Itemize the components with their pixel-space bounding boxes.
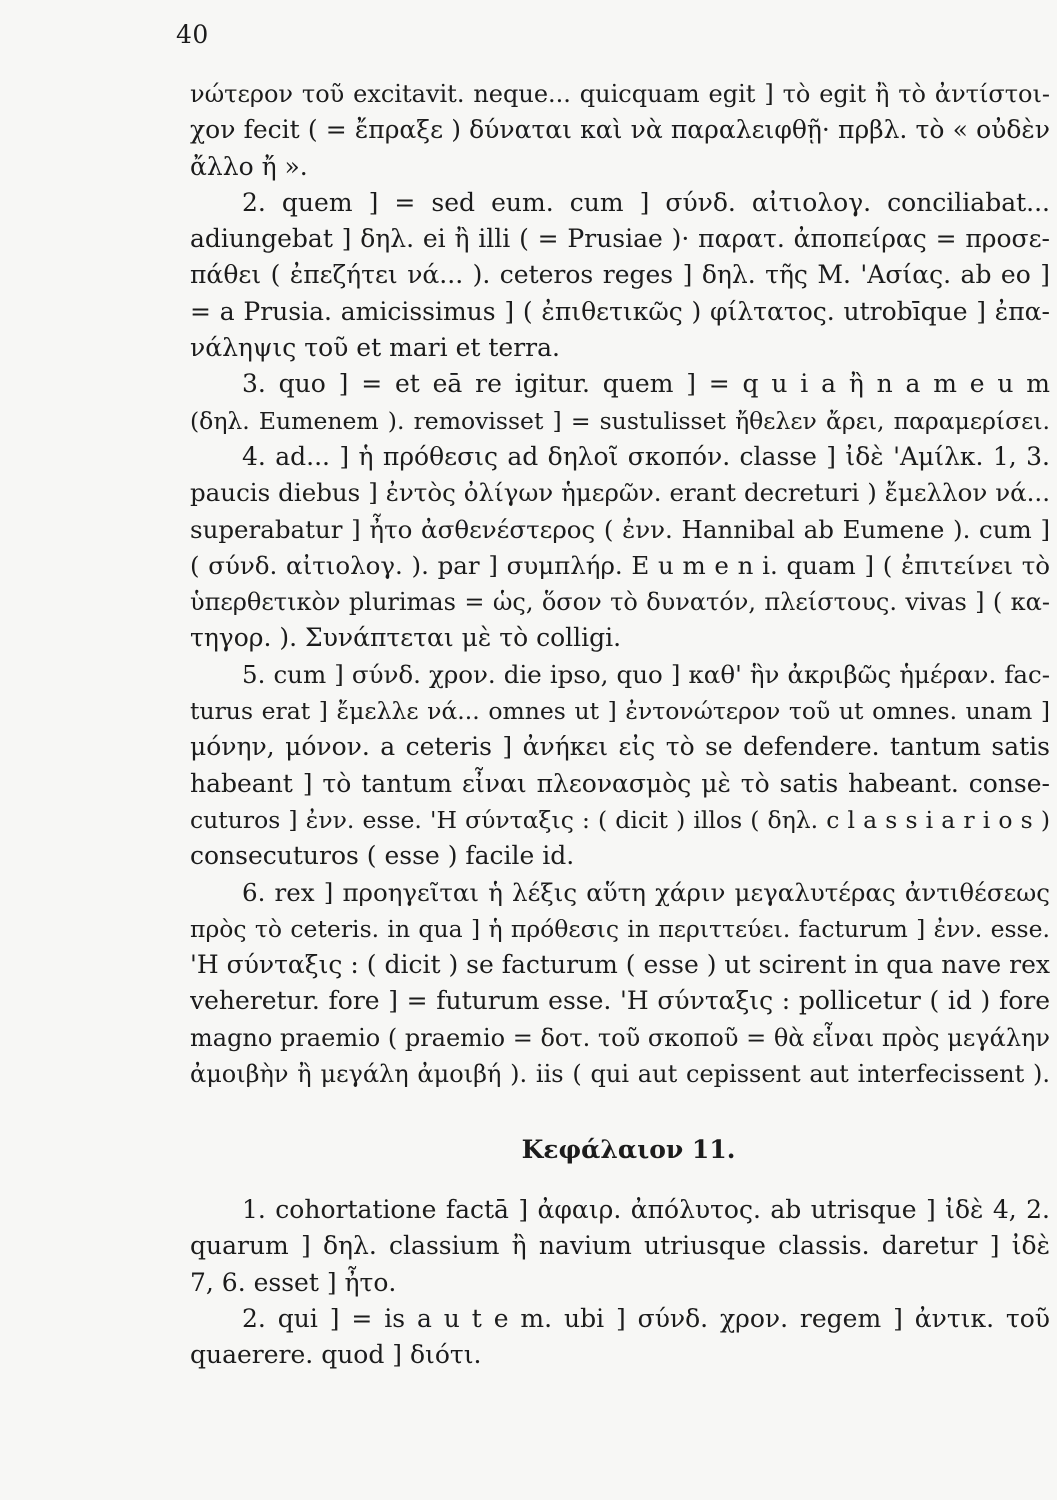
text-line: 3. quo ] = et eā re igitur. quem ] = q u i a ἢ n a m e u m [242, 369, 1050, 399]
text-line: νώτερον τοῦ excitavit. neque... quicquam egit ] τὸ egit ἢ τὸ ἀντίστοι- [190, 80, 1050, 108]
text-line: veheretur. fore ] = futurum esse. 'Η σύνταξις : pollicetur ( id ) fore [190, 986, 1050, 1016]
text-line: 2. quem ] = sed eum. cum ] σύνδ. αἰτιολογ. conciliabat... [242, 187, 1050, 217]
text-line: habeant ] τὸ tantum εἶναι πλεονασμὸς μὲ τὸ satis habeant. conse- [190, 768, 1050, 798]
text-line: χον fecit ( = ἔπραξε ) δύναται καὶ νὰ παραλειφθῇ· πρβλ. τὸ « οὐδὲν [190, 115, 1050, 145]
text-line: = a Prusia. amicissimus ] ( ἐπιθετικῶς ) φίλτατος. utrobīque ] ἐπα- [190, 296, 1050, 326]
text-line: magno praemio ( praemio = δοτ. τοῦ σκοποῦ = θὰ εἶναι πρὸς μεγάλην [190, 1023, 1050, 1052]
text-line: πρὸς τὸ ceteris. in qua ] ἡ πρόθεσις in περιττεύει. facturum ] ἐνν. esse. [190, 914, 1050, 943]
text-line: 'Η σύνταξις : ( dicit ) se facturum ( esse ) ut scirent in qua nave rex [190, 950, 1050, 980]
text-line: quarum ] δηλ. classium ἢ navium utriusque classis. daretur ] ἰδὲ [190, 1231, 1050, 1261]
text-line: turus erat ] ἔμελλε νά... omnes ut ] ἐντονώτερον τοῦ ut omnes. unam ] [190, 697, 1050, 726]
text-line: ὑπερθετικὸν plurimas = ὡς, ὅσον τὸ δυνατόν, πλείστους. vivas ] ( κα- [190, 588, 1050, 617]
chapter-heading: Κεφάλαιον 11. [521, 1135, 736, 1164]
page-number: 40 [176, 20, 209, 49]
text-line: consecuturos ( esse ) facile id. [190, 841, 575, 871]
text-line: 2. qui ] = is a u t e m. ubi ] σύνδ. χρον. regem ] ἀντικ. τοῦ [242, 1303, 1050, 1333]
text-line: 4. ad... ] ἡ πρόθεσις ad δηλοῖ σκοπόν. classe ] ἰδὲ 'Αμίλκ. 1, 3. [242, 441, 1050, 471]
text-line: cuturos ] ἐνν. esse. 'Η σύνταξις : ( dicit ) illos ( δηλ. c l a s s i a r i o s ) [190, 805, 1050, 834]
text-line: 6. rex ] προηγεῖται ἡ λέξις αὕτη χάριν μεγαλυτέρας ἀντιθέσεως [242, 877, 1050, 907]
text-line: ἄλλο ἤ ». [190, 151, 308, 181]
text-line: μόνην, μόνον. a ceteris ] ἀνήκει εἰς τὸ se defendere. tantum satis [190, 732, 1050, 762]
text-line: paucis diebus ] ἐντὸς ὀλίγων ἡμερῶν. erant decreturi ) ἔμελλον νά... [190, 478, 1050, 508]
text-line: 5. cum ] σύνδ. χρον. die ipso, quo ] καθ' ἣν ἀκριβῶς ἡμέραν. fac- [242, 659, 1050, 689]
commentary-block-ch10 [190, 76, 1050, 1092]
text-line: πάθει ( ἐπεζήτει νά... ). ceteros reges ] δηλ. τῆς Μ. 'Ασίας. ab eo ] [190, 260, 1050, 290]
text-line: ( σύνδ. αἰτιολογ. ). par ] συμπλήρ. E u m e n i. quam ] ( ἐπιτείνει τὸ [190, 550, 1050, 580]
text-line: τηγορ. ). Συνάπτεται μὲ τὸ colligi. [190, 623, 622, 653]
text-line: (δηλ. Eumenem ). removisset ] = sustulisset ἤθελεν ἄρει, παραμερίσει. [190, 406, 1050, 435]
text-line: quaerere. quod ] διότι. [190, 1340, 482, 1370]
text-line: 7, 6. esset ] ἦτο. [190, 1267, 397, 1297]
text-line: νάληψις τοῦ et mari et terra. [190, 333, 560, 363]
text-line: ἀμοιβὴν ἢ μεγάλη ἀμοιβή ). iis ( qui aut cepissent aut interfecissent ). [190, 1060, 1050, 1089]
text-line: adiungebat ] δηλ. ei ἢ illi ( = Prusiae )· παρατ. ἀποπείρας = προσε- [190, 224, 1050, 254]
commentary-block-ch11 [190, 1192, 1050, 1373]
text-line: superabatur ] ἦτο ἀσθενέστερος ( ἐνν. Hannibal ab Eumene ). cum ] [190, 514, 1050, 544]
text-line: 1. cohortatione factā ] ἀφαιρ. ἀπόλυτος. ab utrisque ] ἰδὲ 4, 2. [242, 1195, 1050, 1224]
